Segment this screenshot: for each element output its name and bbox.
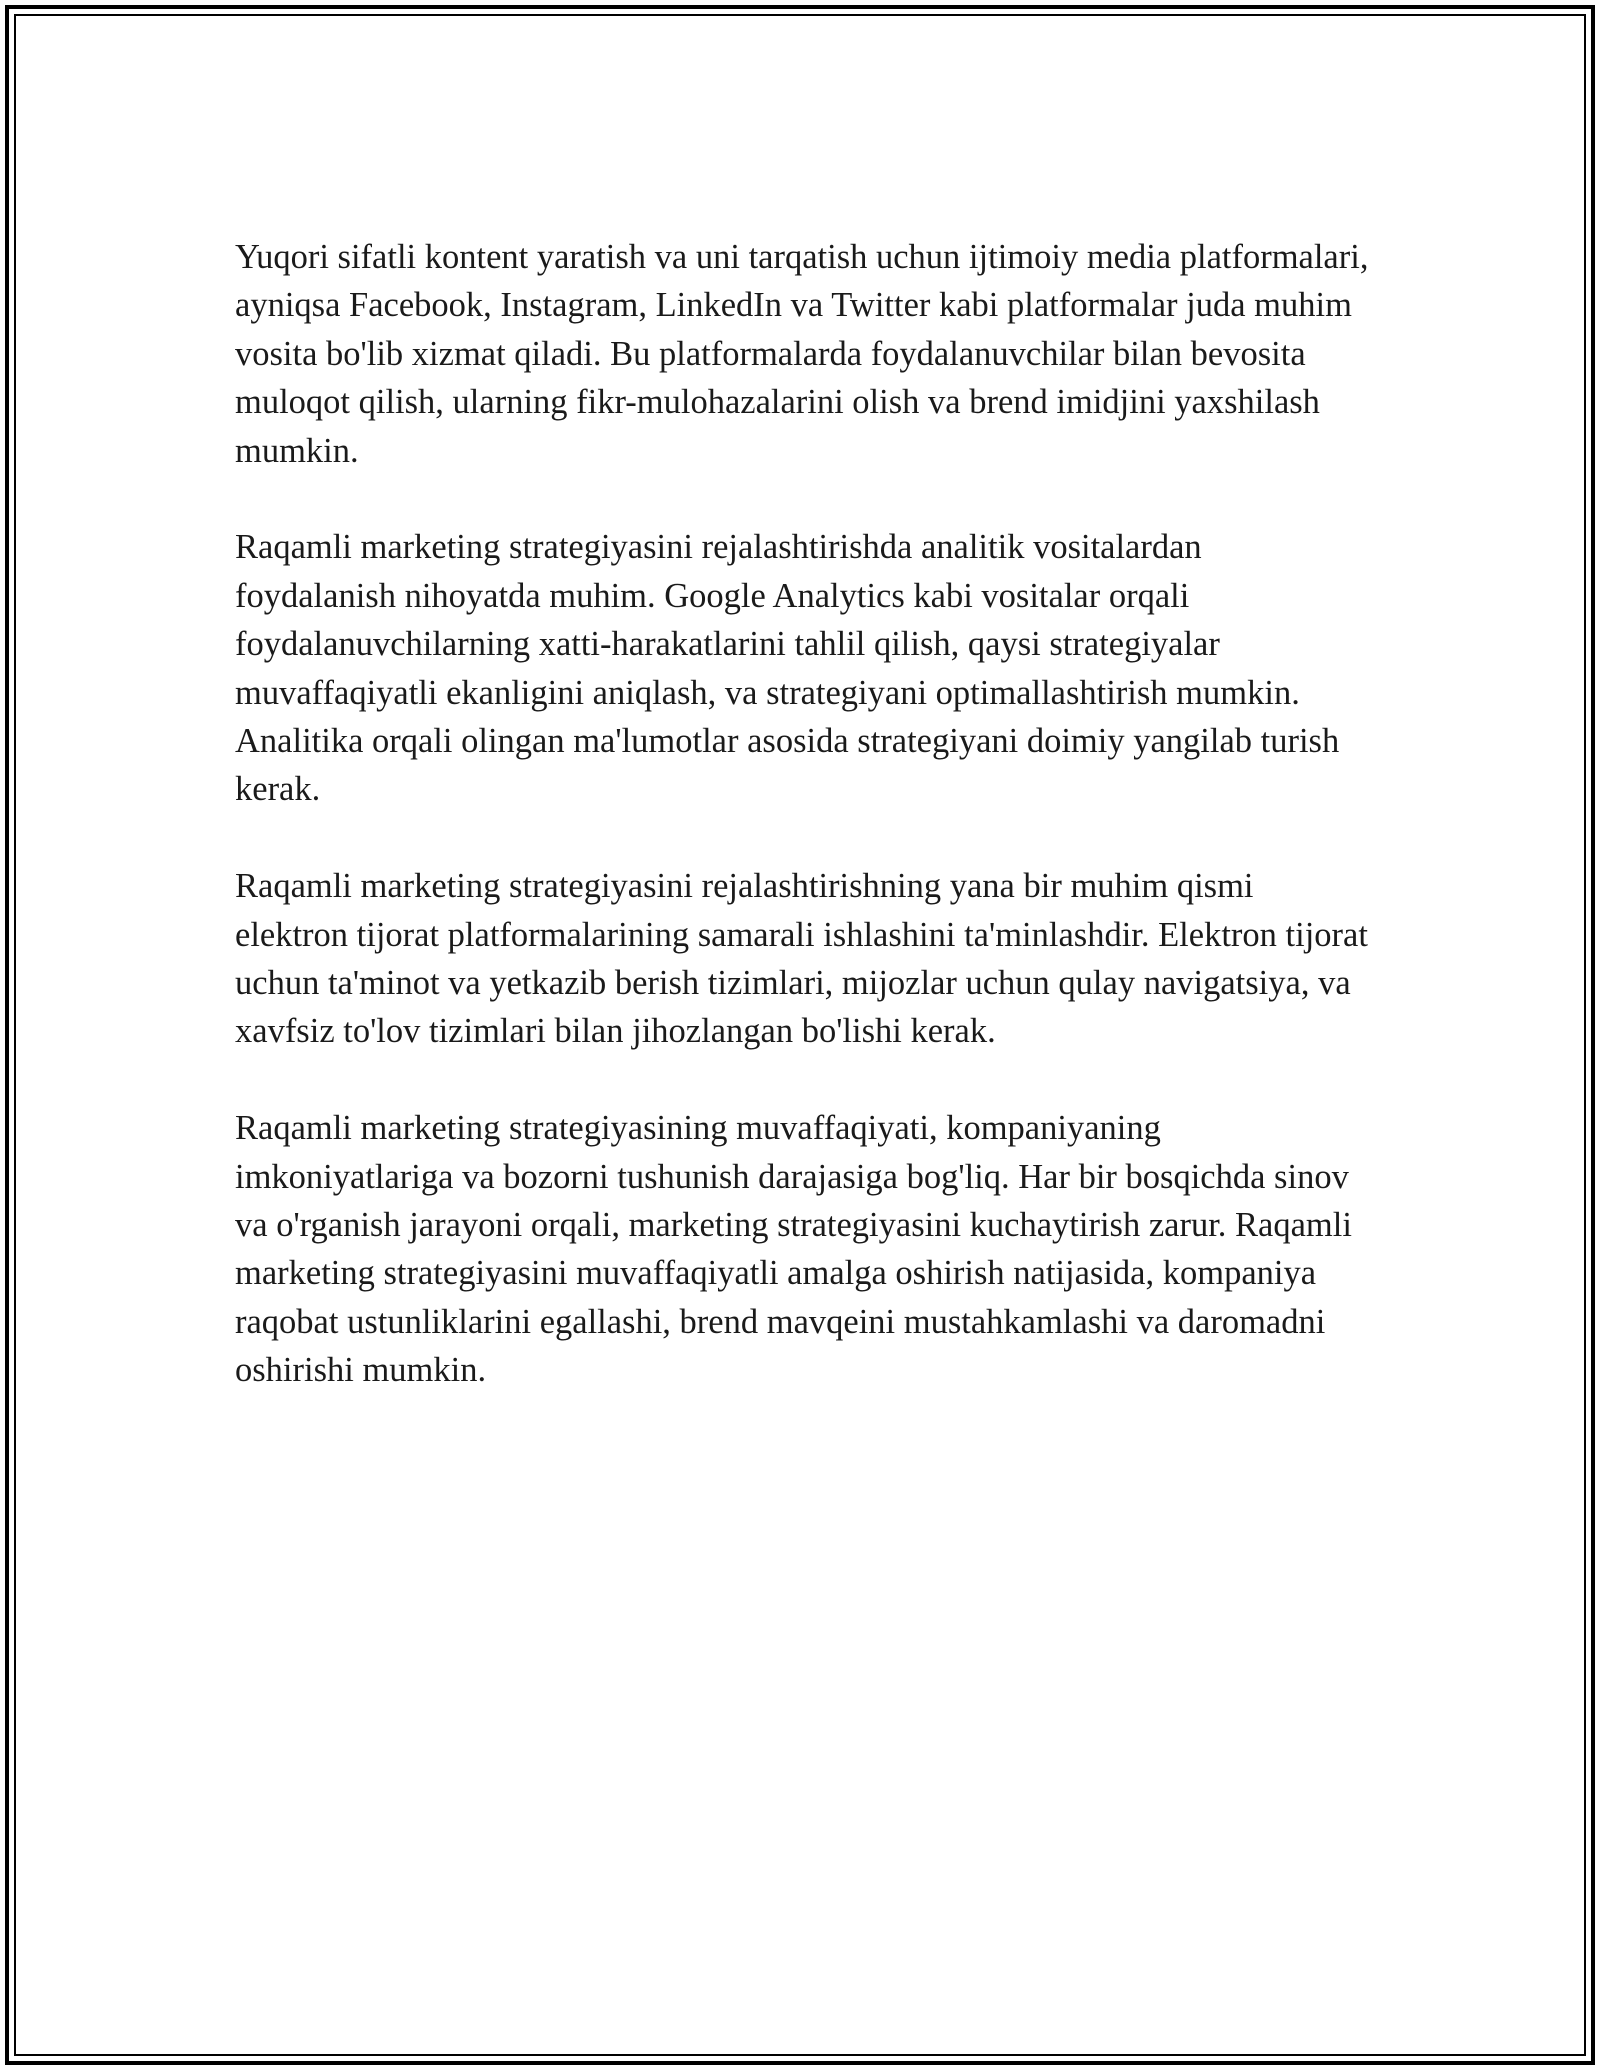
paragraph-ecommerce: Raqamli marketing strategiyasini rejalashtirishning yana bir muhim qismi elektron tijorat platformalarining samarali ishlashini ta'minlashdir. Elektron tijorat uchun ta'minot va yetkazib berish tizimlari, mijozlar uchun qulay navigatsiya, va xavfsiz to'lov tizimlari bilan jihozlangan bo'lishi kerak. <box>235 867 1368 1051</box>
document-body <box>235 233 1370 1395</box>
paragraph-conclusion: Raqamli marketing strategiyasining muvaffaqiyati, kompaniyaning imkoniyatlariga va bozorni tushunish darajasiga bog'liq. Har bir bosqichda sinov va o'rganish jarayoni orqali, marketing strategiyasini kuchaytirish zarur. Raqamli marketing strategiyasini muvaffaqiyatli amalga oshirish natijasida, kompaniya raqobat ustunliklarini egallashi, brend mavqeini mustahkamlashi va daromadni oshirishi mumkin. <box>235 1109 1352 1390</box>
paragraph-analytics: Raqamli marketing strategiyasini rejalashtirishda analitik vositalardan foydalanish nihoyatda muhim. Google Analytics kabi vositalar orqali foydalanuvchilarning xatti-harakatlarini tahlil qilish, qaysi strategiyalar muvaffaqiyatli ekanligini aniqlash, va strategiyani optimallashtirish mumkin. Analitika orqali olingan ma'lumotlar asosida strategiyani doimiy yangilab turish kerak. <box>235 528 1340 809</box>
paragraph-social-media: Yuqori sifatli kontent yaratish va uni tarqatish uchun ijtimoiy media platformalari, ayniqsa Facebook, Instagram, LinkedIn va Twitter kabi platformalar juda muhim vosita bo'lib xizmat qiladi. Bu platformalarda foydalanuvchilar bilan bevosita muloqot qilish, ularning fikr-mulohazalarini olish va brend imidjini yaxshilash mumkin. <box>235 238 1369 470</box>
